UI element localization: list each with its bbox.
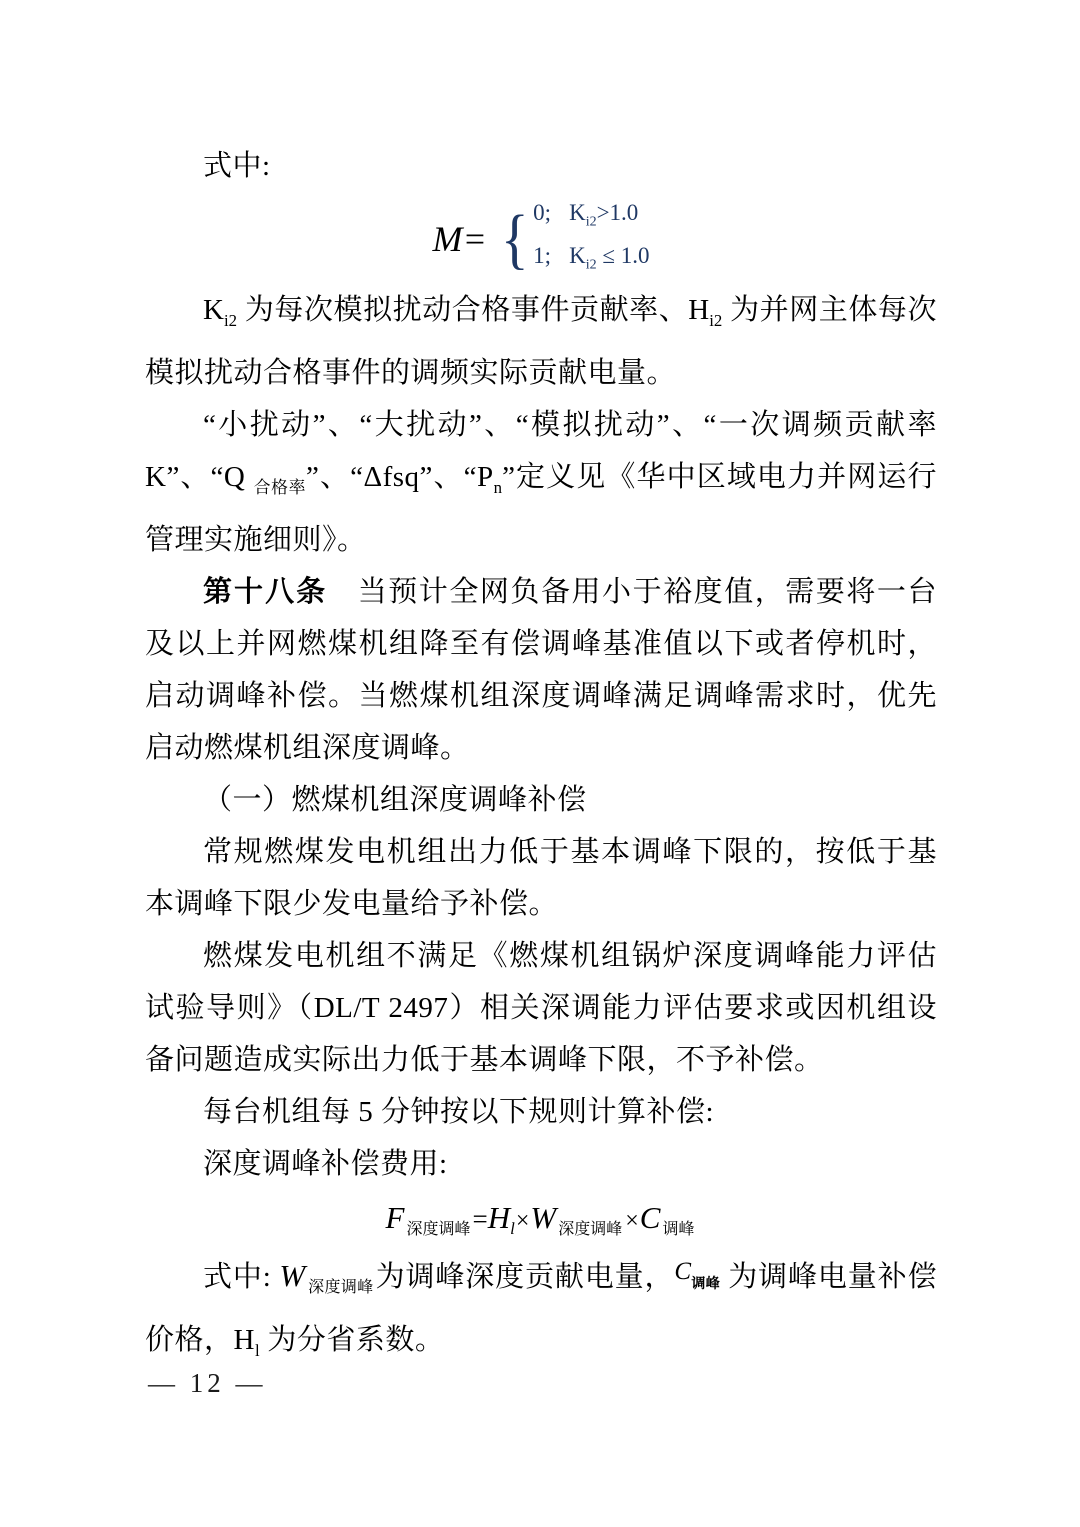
paragraph-fee-label: 深度调峰补偿费用:: [203, 1147, 448, 1180]
defs-text-2: ”、“Δfsq”、“P: [306, 460, 494, 493]
formula-f: [145, 1190, 937, 1246]
formula-f-sub-c: 调峰: [662, 1220, 695, 1238]
var-hi2-sub: i2: [709, 310, 723, 330]
paragraph-5min-rule: 每台机组每 5 分钟按以下规则计算补偿:: [203, 1095, 715, 1128]
paragraph-formula-intro: 式中:: [203, 150, 271, 182]
formula-f-sub-h: l: [510, 1218, 515, 1238]
formula-f-times-1: ×: [515, 1207, 530, 1234]
explain-var-c-sub: 调峰: [691, 1276, 721, 1292]
ki2-text-2: 为并网主体每次模拟扰动合格事件的调频实际贡献电量。: [145, 294, 937, 389]
formula-m-cases: [533, 196, 649, 281]
formula-m-brace-icon: {: [500, 201, 530, 276]
var-ki2: K: [203, 294, 224, 326]
formula-f-equals: =: [472, 1203, 488, 1234]
formula-f-var-f: F: [385, 1199, 405, 1235]
formula-m-case-2-var-sub: i2: [585, 257, 597, 273]
formula-f-sub-deep: 深度调峰: [406, 1220, 471, 1238]
formula-m-case-1-var-sub: i2: [585, 215, 597, 230]
document-body: [145, 140, 937, 1376]
formula-m-case-2-value: 1;: [533, 243, 552, 268]
explain-text-1: 式中:: [203, 1260, 280, 1293]
defs-sub-qualified-rate: 合格率: [253, 477, 306, 497]
paragraph-normal-units: 常规燃煤发电机组出力低于基本调峰下限的，按低于基本调峰下限少发电量给予补偿。: [145, 835, 937, 920]
page-number: — 12 —: [148, 1368, 267, 1398]
explain-text-2: 为调峰深度贡献电量，: [375, 1260, 675, 1293]
formula-m-lhs: M=: [432, 219, 487, 259]
formula-f-times-2: ×: [625, 1207, 639, 1234]
paragraph-article-18: [145, 566, 937, 774]
explain-text-4: 为分省系数。: [259, 1323, 445, 1356]
formula-m-case-1-cond: >1.0: [596, 200, 639, 226]
paragraph-term-definitions: [145, 399, 937, 566]
article-18-body: 当预计全网负备用小于裕度值，需要将一台及以上并网燃煤机组降至有偿调峰基准值以下或者停机时，启动调峰补偿。当燃煤机组深度调峰满足调峰需求时，优先启动燃煤机组深度调峰。: [145, 575, 937, 764]
formula-m-case-2: [533, 239, 649, 282]
explain-text-3: 为调峰电量补偿价格，H: [145, 1260, 937, 1356]
paragraph-formula-explanation: [145, 1246, 937, 1377]
formula-m-case-1-var: K: [569, 200, 586, 226]
var-ki2-sub: i2: [223, 310, 238, 330]
formula-f-var-w: W: [530, 1199, 557, 1235]
formula-m-case-1-value: 0;: [533, 200, 552, 226]
formula-f-sub-w: 深度调峰: [558, 1220, 623, 1238]
paragraph-not-meeting: 燃煤发电机组不满足《燃煤机组锅炉深度调峰能力评估试验导则》（DL/T 2497）相关深调能力评估要求或因机组设备问题造成实际出力低于基本调峰下限，不予补偿。: [145, 939, 937, 1076]
formula-f-var-h: H: [487, 1199, 511, 1235]
paragraph-ki2-definition: [145, 284, 937, 399]
var-hi2: H: [688, 294, 710, 326]
article-18-heading: 第十八条: [203, 575, 328, 608]
formula-m: [145, 198, 937, 280]
formula-m-case-1: [533, 196, 638, 239]
explain-var-w: W: [279, 1257, 306, 1293]
defs-sub-pn: n: [493, 477, 503, 497]
explain-var-c: C: [674, 1257, 692, 1285]
defs-text-3: ”定义见《华中区域电力并网运行管理实施细则》。: [145, 460, 937, 556]
defs-text-1: “小扰动”、“大扰动”、“模拟扰动”、“一次调频贡献率 K”、“Q: [145, 408, 937, 493]
explain-var-h-sub: l: [254, 1340, 260, 1360]
paragraph-item-1-title: （一）燃煤机组深度调峰补偿: [203, 783, 587, 816]
formula-m-case-2-cond: ≤ 1.0: [596, 243, 650, 268]
ki2-text-1: 为每次模拟扰动合格事件贡献率、: [237, 294, 689, 326]
formula-m-case-2-var: K: [569, 243, 586, 268]
formula-f-var-c: C: [639, 1199, 661, 1235]
explain-var-w-sub: 深度调峰: [307, 1278, 374, 1296]
